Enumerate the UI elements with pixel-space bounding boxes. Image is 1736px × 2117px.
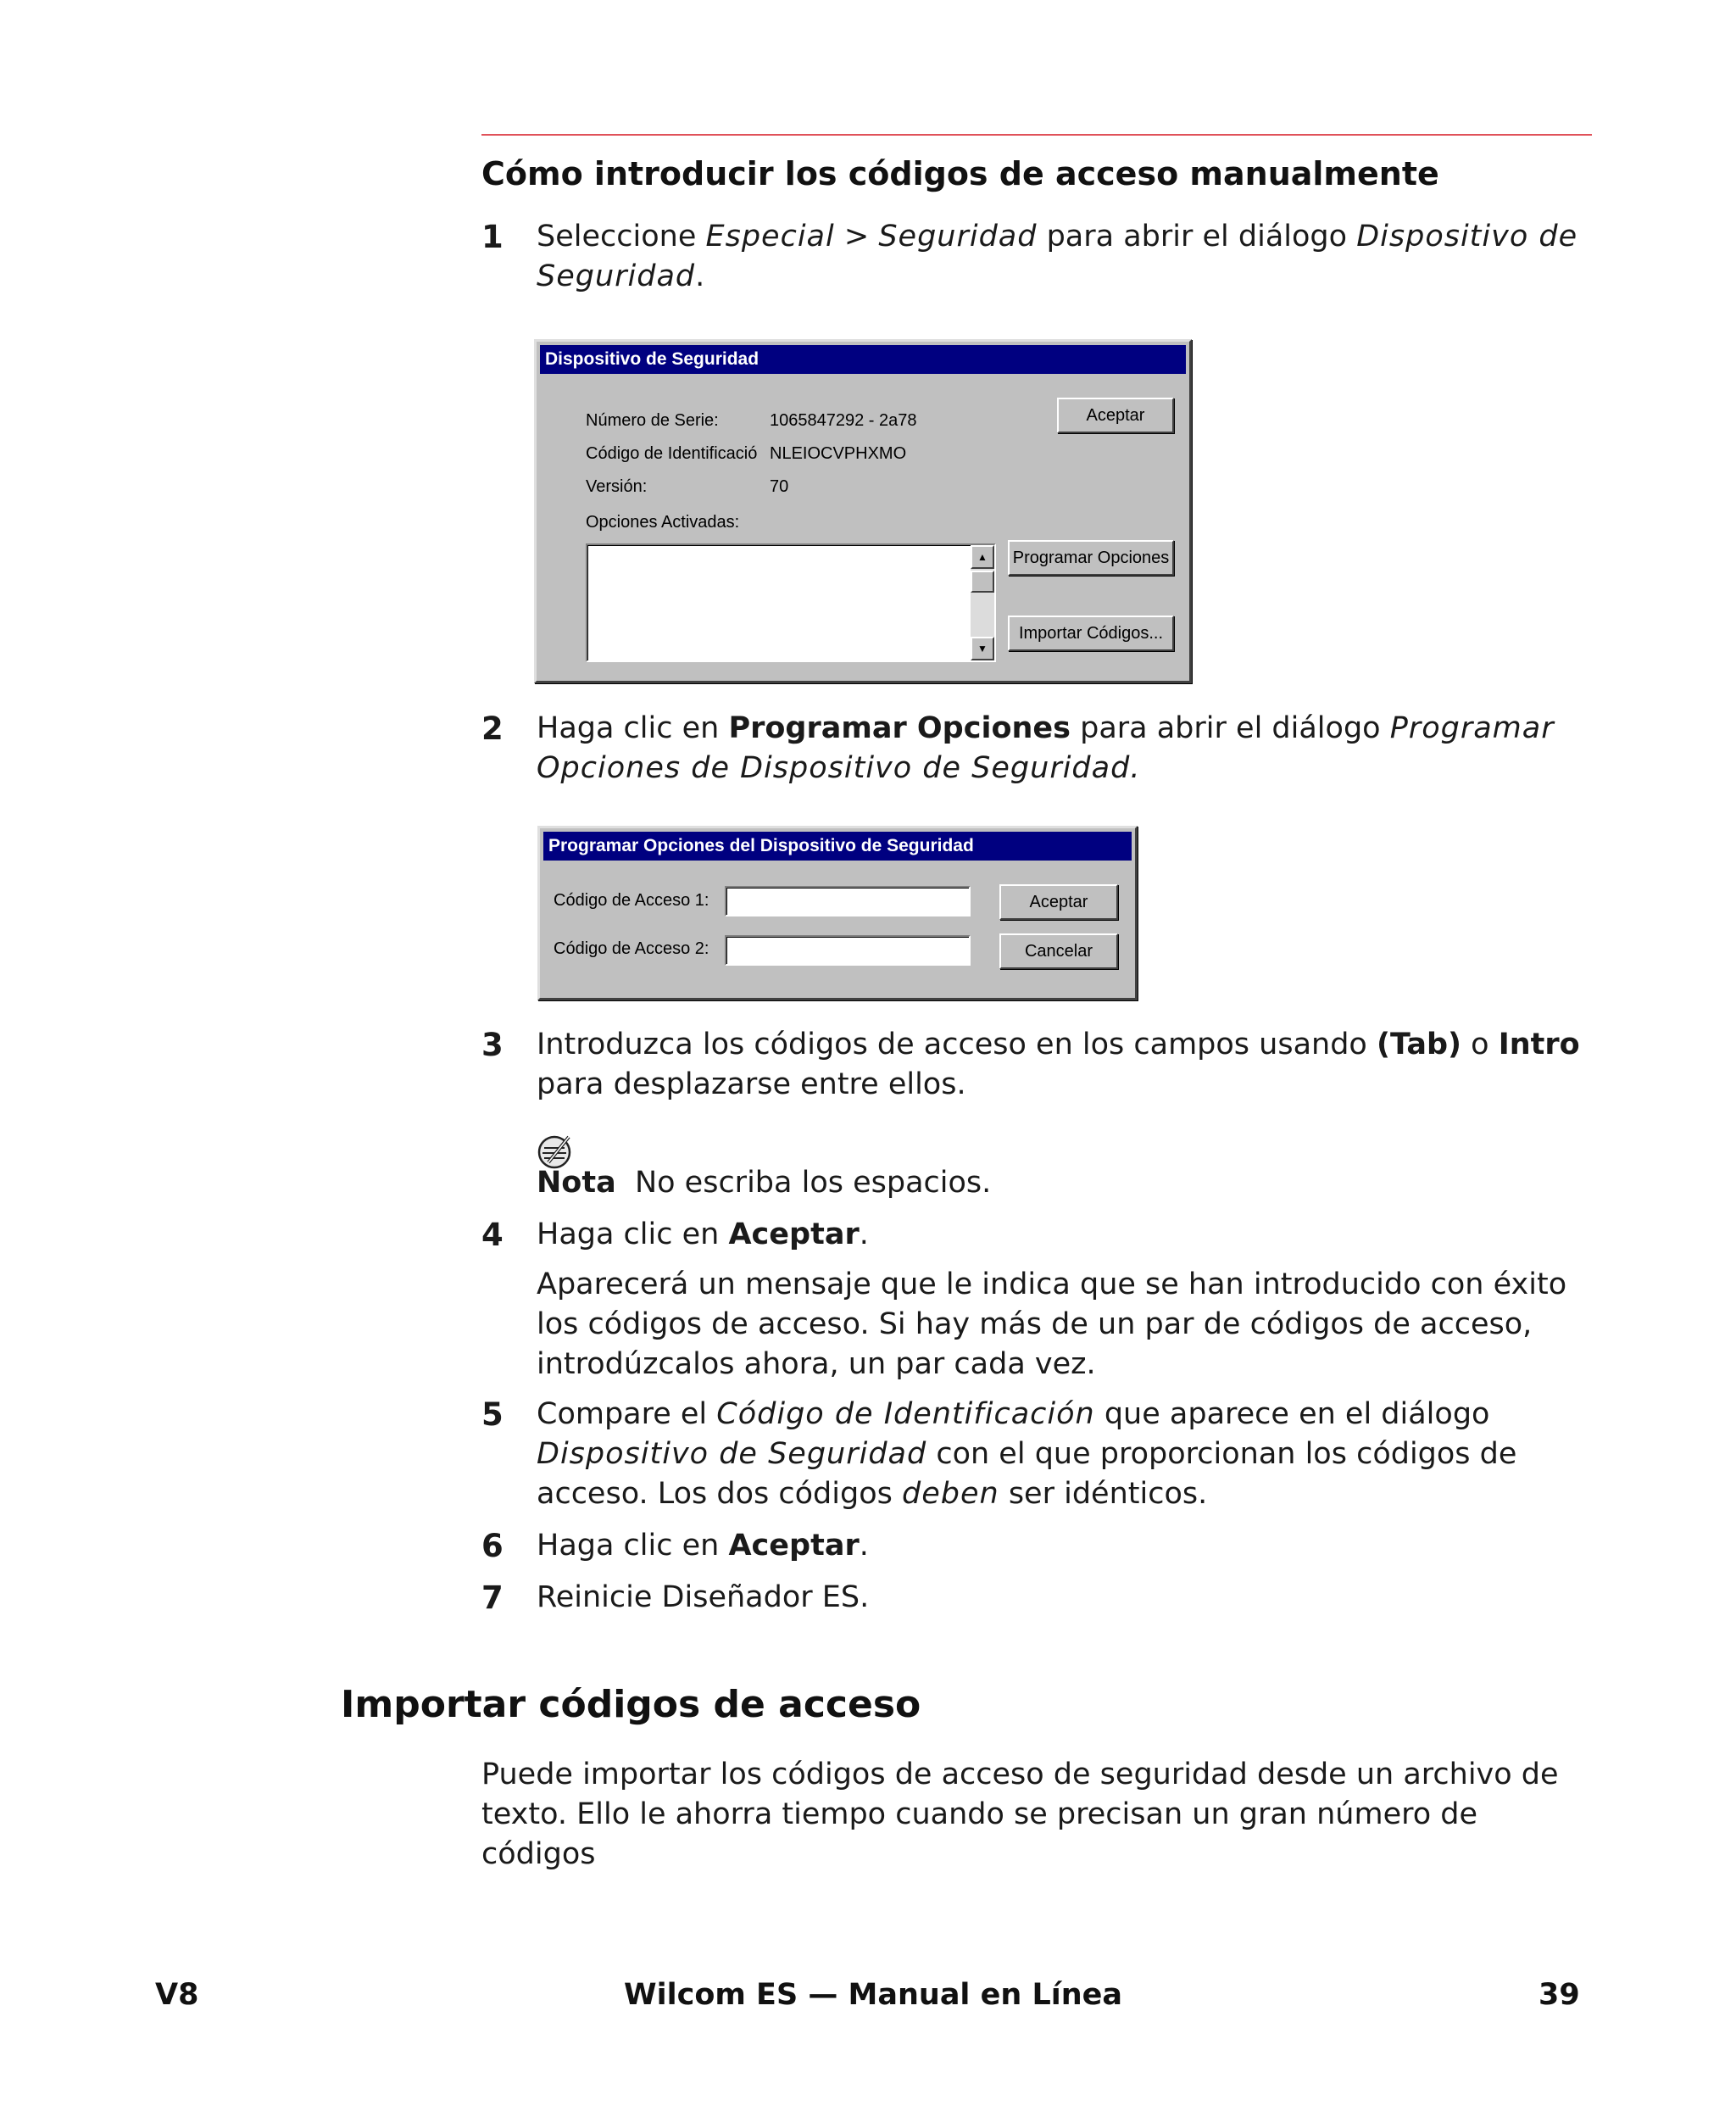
header-rule	[481, 134, 1592, 136]
program-options-button[interactable]: Programar Opciones	[1008, 540, 1174, 576]
footer-version: V8	[155, 1978, 199, 2012]
scroll-up-button[interactable]: ▲	[971, 545, 994, 569]
access-code-1-label: Código de Acceso 1:	[554, 891, 709, 910]
menu-seguridad: Seguridad	[878, 220, 1038, 253]
step-text: Introduzca los códigos de acceso en los campos usando (Tab) o Intro para desplazarse entre ellos.	[537, 1028, 1580, 1101]
scroll-down-button[interactable]: ▼	[971, 637, 994, 660]
options-label: Opciones Activadas:	[586, 513, 740, 532]
step-text: Seleccione Especial > Seguridad para abrir el diálogo Dispositivo de Seguridad.	[537, 220, 1578, 293]
serial-value: 1065847292 - 2a78	[770, 411, 917, 430]
step-number: 4	[481, 1217, 504, 1253]
id-label: Código de Identificació	[586, 444, 758, 463]
serial-label: Número de Serie:	[586, 411, 719, 430]
note	[537, 1163, 1596, 1203]
id-value: NLEIOCVPHXMO	[770, 444, 907, 463]
scroll-thumb[interactable]	[971, 571, 994, 593]
menu-especial: Especial	[705, 220, 835, 253]
access-code-1-input[interactable]	[725, 886, 971, 916]
step-number: 7	[481, 1579, 504, 1616]
step-number: 3	[481, 1027, 504, 1063]
dialog-titlebar: Dispositivo de Seguridad	[540, 345, 1186, 374]
dialog-titlebar: Programar Opciones del Dispositivo de Seguridad	[543, 832, 1132, 861]
options-listbox[interactable]	[586, 543, 996, 662]
step-text: Reinicie Diseñador ES.	[537, 1580, 870, 1614]
accept-button[interactable]: Aceptar	[999, 884, 1118, 920]
step-number: 1	[481, 219, 504, 255]
step-text: Haga clic en Aceptar.	[537, 1529, 869, 1563]
note-text: No escriba los espacios.	[634, 1166, 992, 1200]
program-options-dialog	[537, 826, 1138, 1000]
access-code-2-label: Código de Acceso 2:	[554, 939, 709, 958]
cancel-button[interactable]: Cancelar	[999, 933, 1118, 969]
version-label: Versión:	[586, 477, 648, 496]
note-label: Nota	[537, 1166, 616, 1200]
step-number: 5	[481, 1396, 504, 1433]
step-text: Haga clic en Programar Opciones para abrir el diálogo Programar Opciones de Dispositivo de Seguridad.	[537, 711, 1555, 785]
accept-button[interactable]: Aceptar	[1057, 398, 1174, 433]
step-number: 2	[481, 710, 504, 747]
step-text: Compare el Código de Identificación que aparece en el diálogo Dispositivo de Seguridad con el que proporcionan los códigos de acceso. Los dos códigos deben ser idénticos.	[537, 1397, 1517, 1511]
step-4-explanation: Aparecerá un mensaje que le indica que se han introducido con éxito los códigos de acceso. Si hay más de un par de códigos de acceso, introdúzcalos ahora, un par cada vez.	[537, 1267, 1567, 1381]
import-codes-button[interactable]: Importar Códigos...	[1008, 616, 1174, 651]
section-title: Cómo introducir los códigos de acceso manualmente	[481, 155, 1439, 192]
step-text: Haga clic en Aceptar.	[537, 1217, 869, 1251]
step-number: 6	[481, 1528, 504, 1564]
access-code-2-input[interactable]	[725, 935, 971, 966]
options-scrollbar[interactable]	[971, 545, 994, 660]
security-device-dialog	[534, 339, 1192, 683]
section-2-paragraph: Puede importar los códigos de acceso de seguridad desde un archivo de texto. Ello le ahorra tiempo cuando se precisan un gran número de códigos	[481, 1758, 1559, 1871]
footer-title: Wilcom ES — Manual en Línea	[624, 1978, 1123, 2012]
footer-page-number: 39	[1538, 1978, 1580, 2012]
version-value: 70	[770, 477, 789, 496]
section-2-title: Importar códigos de acceso	[341, 1683, 921, 1726]
